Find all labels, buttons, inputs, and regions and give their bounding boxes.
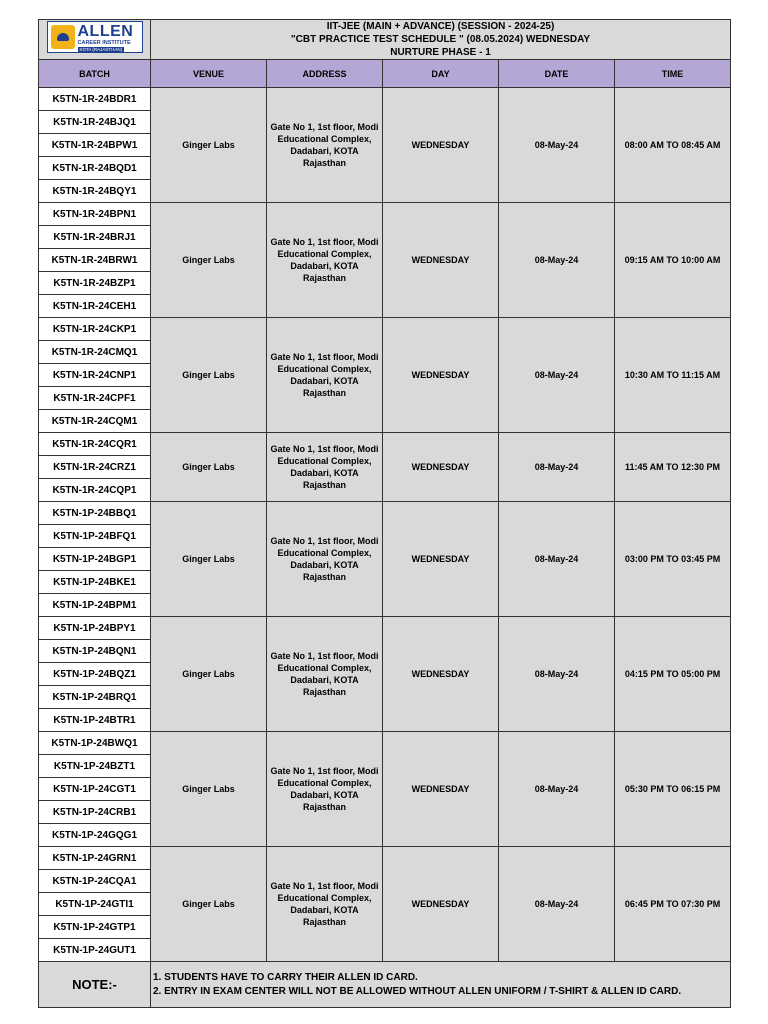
title-line-1: IIT-JEE (MAIN + ADVANCE) (SESSION - 2024-25): [326, 21, 555, 32]
batch-cell: K5TN-1P-24GTP1: [39, 916, 151, 939]
batch-cell: K5TN-1R-24CRZ1: [39, 456, 151, 479]
time-cell: 04:15 PM TO 05:00 PM: [615, 617, 731, 732]
day-cell: WEDNESDAY: [383, 732, 499, 847]
table-row: [39, 732, 731, 755]
column-header-time: TIME: [615, 60, 731, 88]
batch-cell: K5TN-1P-24GUT1: [39, 939, 151, 962]
batch-cell: K5TN-1P-24BGP1: [39, 548, 151, 571]
batch-cell: K5TN-1P-24GTI1: [39, 893, 151, 916]
date-cell: 08-May-24: [499, 732, 615, 847]
batch-cell: K5TN-1R-24CQM1: [39, 410, 151, 433]
batch-cell: K5TN-1P-24BTR1: [39, 709, 151, 732]
batch-cell: K5TN-1P-24CQA1: [39, 870, 151, 893]
schedule-body: [39, 88, 731, 962]
batch-cell: K5TN-1P-24GRN1: [39, 847, 151, 870]
schedule-sheet: [38, 19, 730, 1005]
time-cell: 09:15 AM TO 10:00 AM: [615, 203, 731, 318]
date-cell: 08-May-24: [499, 502, 615, 617]
time-cell: 08:00 AM TO 08:45 AM: [615, 88, 731, 203]
batch-cell: K5TN-1P-24BFQ1: [39, 525, 151, 548]
batch-cell: K5TN-1R-24CEH1: [39, 295, 151, 318]
batch-cell: K5TN-1P-24BPY1: [39, 617, 151, 640]
logo-subtitle: CAREER INSTITUTE: [77, 40, 131, 46]
batch-cell: K5TN-1P-24CRB1: [39, 801, 151, 824]
batch-cell: K5TN-1P-24BRQ1: [39, 686, 151, 709]
table-row: [39, 203, 731, 226]
batch-cell: K5TN-1R-24BRJ1: [39, 226, 151, 249]
batch-cell: K5TN-1R-24BPW1: [39, 134, 151, 157]
table-row: [39, 847, 731, 870]
day-cell: WEDNESDAY: [383, 318, 499, 433]
time-cell: 03:00 PM TO 03:45 PM: [615, 502, 731, 617]
note-row: [39, 962, 731, 1008]
note-line-2: 2. ENTRY IN EXAM CENTER WILL NOT BE ALLOWED WITHOUT ALLEN UNIFORM / T-SHIRT & ALLEN ID CARD.: [153, 985, 682, 997]
allen-emblem-icon: [51, 25, 75, 49]
date-cell: 08-May-24: [499, 617, 615, 732]
batch-cell: K5TN-1P-24BQN1: [39, 640, 151, 663]
day-cell: WEDNESDAY: [383, 847, 499, 962]
batch-cell: K5TN-1P-24CGT1: [39, 778, 151, 801]
batch-cell: K5TN-1P-24GQG1: [39, 824, 151, 847]
day-cell: WEDNESDAY: [383, 88, 499, 203]
note-line-1: 1. STUDENTS HAVE TO CARRY THEIR ALLEN ID CARD.: [153, 971, 418, 983]
address-cell: Gate No 1, 1st floor, Modi Educational Complex, Dadabari, KOTA Rajasthan: [267, 318, 383, 433]
logo-brand: ALLEN: [77, 23, 134, 40]
batch-cell: K5TN-1R-24BDR1: [39, 88, 151, 111]
title-row: [39, 20, 731, 60]
venue-cell: Ginger Labs: [151, 318, 267, 433]
column-header-address: ADDRESS: [267, 60, 383, 88]
batch-cell: K5TN-1R-24BRW1: [39, 249, 151, 272]
column-header-day: DAY: [383, 60, 499, 88]
time-cell: 06:45 PM TO 07:30 PM: [615, 847, 731, 962]
table-row: [39, 433, 731, 456]
batch-cell: K5TN-1R-24CQP1: [39, 479, 151, 502]
title-line-3: NURTURE PHASE - 1: [390, 47, 491, 58]
address-cell: Gate No 1, 1st floor, Modi Educational Complex, Dadabari, KOTA Rajasthan: [267, 502, 383, 617]
time-cell: 11:45 AM TO 12:30 PM: [615, 433, 731, 502]
note-text: [151, 962, 731, 1008]
title-line-2: "CBT PRACTICE TEST SCHEDULE " (08.05.2024) WEDNESDAY: [290, 34, 591, 45]
batch-cell: K5TN-1P-24BQZ1: [39, 663, 151, 686]
column-header-venue: VENUE: [151, 60, 267, 88]
batch-cell: K5TN-1R-24CQR1: [39, 433, 151, 456]
table-row: [39, 318, 731, 341]
batch-cell: K5TN-1P-24BPM1: [39, 594, 151, 617]
batch-cell: K5TN-1R-24BJQ1: [39, 111, 151, 134]
note-label: NOTE:-: [39, 962, 151, 1008]
logo-cell: [39, 20, 151, 60]
day-cell: WEDNESDAY: [383, 433, 499, 502]
batch-cell: K5TN-1P-24BBQ1: [39, 502, 151, 525]
date-cell: 08-May-24: [499, 203, 615, 318]
address-cell: Gate No 1, 1st floor, Modi Educational Complex, Dadabari, KOTA Rajasthan: [267, 203, 383, 318]
time-cell: 05:30 PM TO 06:15 PM: [615, 732, 731, 847]
column-header-row: [39, 60, 731, 88]
date-cell: 08-May-24: [499, 88, 615, 203]
address-cell: Gate No 1, 1st floor, Modi Educational Complex, Dadabari, KOTA Rajasthan: [267, 847, 383, 962]
batch-cell: K5TN-1R-24BZP1: [39, 272, 151, 295]
table-row: [39, 617, 731, 640]
address-cell: Gate No 1, 1st floor, Modi Educational Complex, Dadabari, KOTA Rajasthan: [267, 88, 383, 203]
address-cell: Gate No 1, 1st floor, Modi Educational Complex, Dadabari, KOTA Rajasthan: [267, 732, 383, 847]
venue-cell: Ginger Labs: [151, 203, 267, 318]
venue-cell: Ginger Labs: [151, 88, 267, 203]
day-cell: WEDNESDAY: [383, 203, 499, 318]
batch-cell: K5TN-1R-24CMQ1: [39, 341, 151, 364]
table-row: [39, 502, 731, 525]
address-cell: Gate No 1, 1st floor, Modi Educational Complex, Dadabari, KOTA Rajasthan: [267, 433, 383, 502]
allen-logo: [47, 21, 143, 53]
date-cell: 08-May-24: [499, 847, 615, 962]
batch-cell: K5TN-1P-24BZT1: [39, 755, 151, 778]
address-cell: Gate No 1, 1st floor, Modi Educational Complex, Dadabari, KOTA Rajasthan: [267, 617, 383, 732]
venue-cell: Ginger Labs: [151, 617, 267, 732]
schedule-title: [151, 20, 731, 60]
batch-cell: K5TN-1R-24BPN1: [39, 203, 151, 226]
schedule-table: [38, 19, 731, 1008]
batch-cell: K5TN-1R-24BQD1: [39, 157, 151, 180]
venue-cell: Ginger Labs: [151, 502, 267, 617]
column-header-date: DATE: [499, 60, 615, 88]
batch-cell: K5TN-1P-24BKE1: [39, 571, 151, 594]
date-cell: 08-May-24: [499, 318, 615, 433]
day-cell: WEDNESDAY: [383, 617, 499, 732]
time-cell: 10:30 AM TO 11:15 AM: [615, 318, 731, 433]
batch-cell: K5TN-1P-24BWQ1: [39, 732, 151, 755]
batch-cell: K5TN-1R-24CNP1: [39, 364, 151, 387]
table-row: [39, 88, 731, 111]
date-cell: 08-May-24: [499, 433, 615, 502]
venue-cell: Ginger Labs: [151, 847, 267, 962]
batch-cell: K5TN-1R-24CPF1: [39, 387, 151, 410]
column-header-batch: BATCH: [39, 60, 151, 88]
logo-location: KOTA (RAJASTHAN): [79, 47, 123, 52]
venue-cell: Ginger Labs: [151, 732, 267, 847]
venue-cell: Ginger Labs: [151, 433, 267, 502]
batch-cell: K5TN-1R-24CKP1: [39, 318, 151, 341]
batch-cell: K5TN-1R-24BQY1: [39, 180, 151, 203]
day-cell: WEDNESDAY: [383, 502, 499, 617]
